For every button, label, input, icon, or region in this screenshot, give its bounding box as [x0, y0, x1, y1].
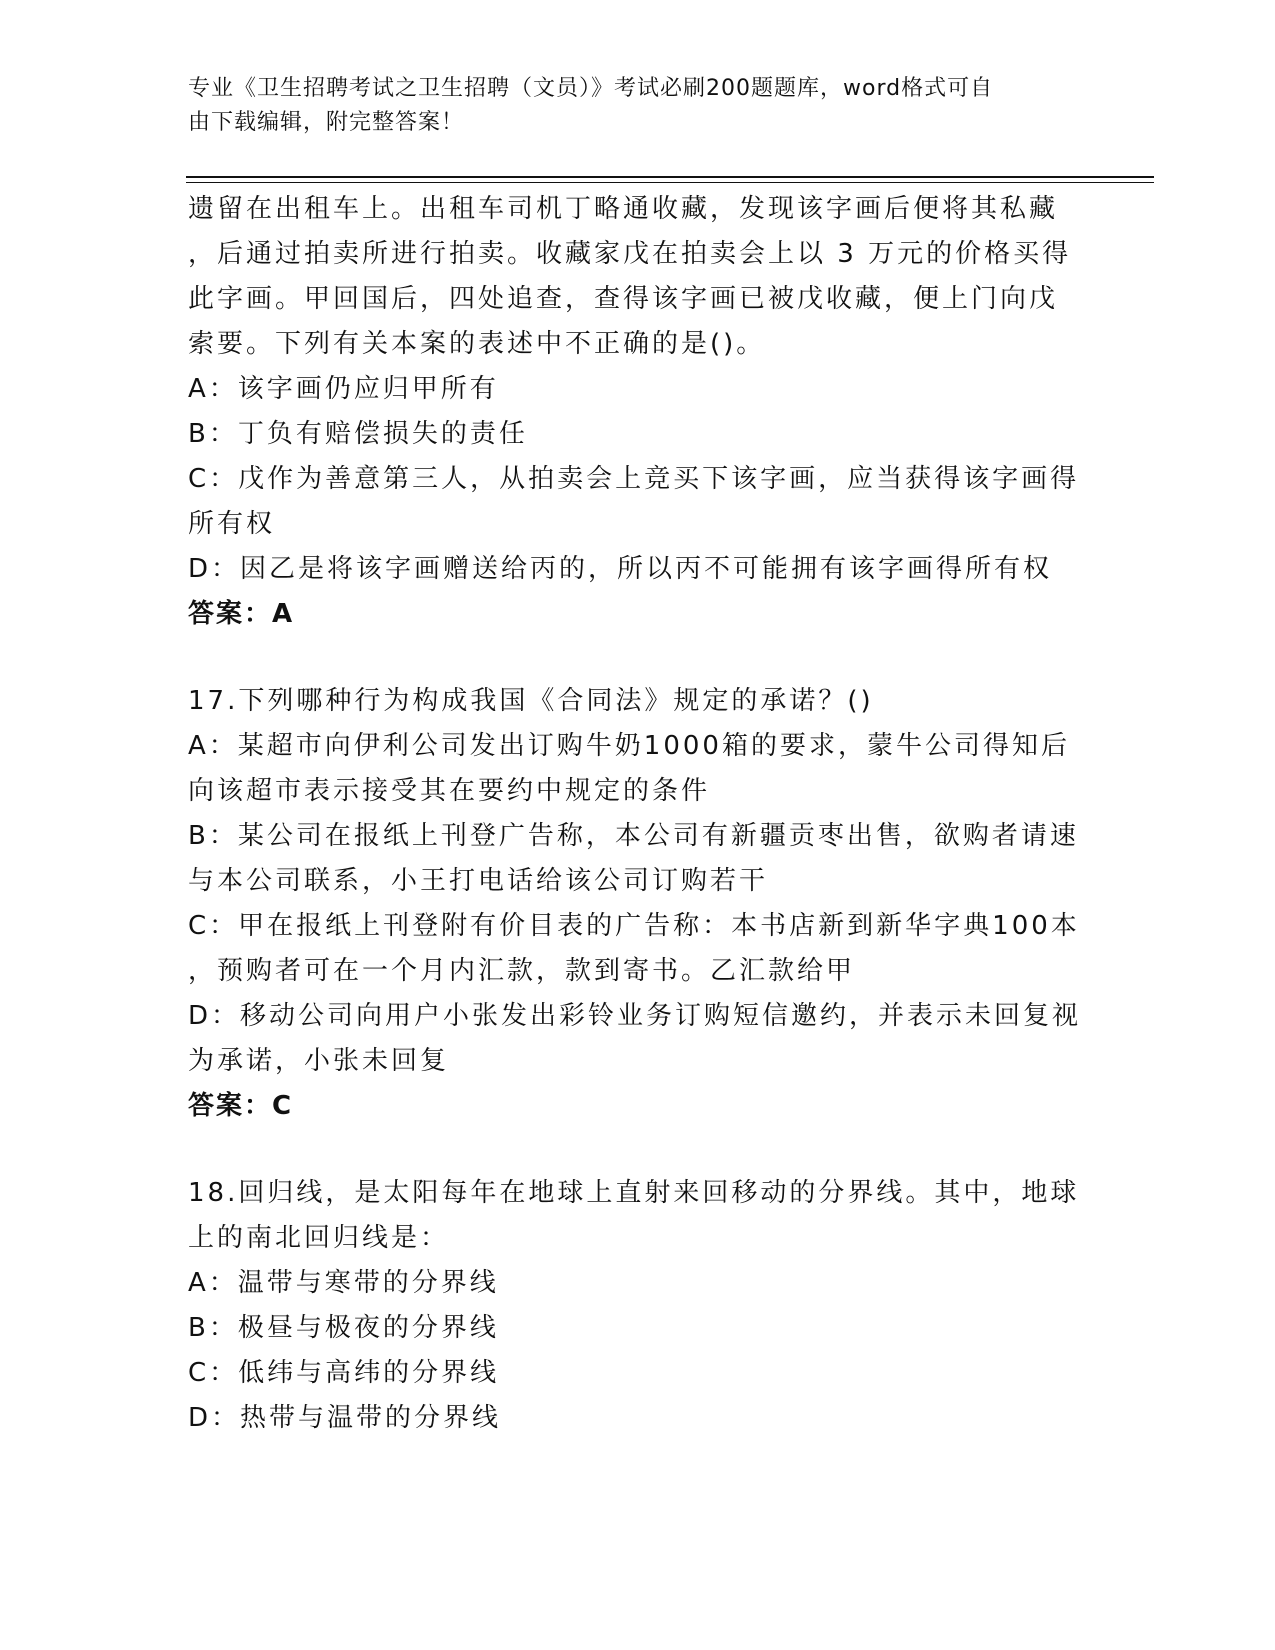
option-c: C：低纬与高纬的分界线 — [188, 1358, 500, 1388]
option-c-cont: 所有权 — [188, 509, 276, 539]
answer: 答案：C — [188, 1091, 294, 1121]
question-text: 遗留在出租车上。出租车司机丁略通收藏，发现该字画后便将其私藏 — [188, 194, 1059, 224]
question-text: 17.下列哪种行为构成我国《合同法》规定的承诺？() — [188, 686, 874, 716]
header-divider-thin — [186, 182, 1154, 183]
question-text: 18.回归线，是太阳每年在地球上直射来回移动的分界线。其中，地球 — [188, 1178, 1080, 1208]
question-text-cont: 上的南北回归线是： — [188, 1223, 450, 1253]
option-a: A：某超市向伊利公司发出订购牛奶1000箱的要求，蒙牛公司得知后 — [188, 731, 1070, 761]
option-d: D：热带与温带的分界线 — [188, 1403, 502, 1433]
header-line: 由下载编辑，附完整答案！ — [188, 110, 465, 135]
question-17 — [188, 679, 1088, 1129]
answer: 答案：A — [188, 599, 295, 629]
option-a-cont: 向该超市表示接受其在要约中规定的条件 — [188, 776, 711, 806]
header-line: 专业《卫生招聘考试之卫生招聘（文员）》考试必刷200题题库，word格式可自 — [188, 76, 994, 101]
option-c: C：甲在报纸上刊登附有价目表的广告称：本书店新到新华字典100本 — [188, 911, 1080, 941]
header-divider — [186, 176, 1154, 178]
option-a: A：温带与寒带的分界线 — [188, 1268, 499, 1298]
option-b: B：极昼与极夜的分界线 — [188, 1313, 499, 1343]
option-a: A：该字画仍应归甲所有 — [188, 374, 499, 404]
question-text: 此字画。甲回国后，四处追查，查得该字画已被戊收藏，便上门向戊 — [188, 284, 1059, 314]
option-b: B：丁负有赔偿损失的责任 — [188, 419, 528, 449]
document-header — [188, 72, 1068, 140]
question-18 — [188, 1171, 1088, 1441]
question-16-continued — [188, 187, 1088, 637]
question-text: 索要。下列有关本案的表述中不正确的是()。 — [188, 329, 766, 359]
option-d: D：移动公司向用户小张发出彩铃业务订购短信邀约，并表示未回复视 — [188, 1001, 1082, 1031]
option-c-cont: ，预购者可在一个月内汇款，款到寄书。乙汇款给甲 — [188, 956, 856, 986]
document-body — [188, 187, 1088, 1441]
question-text: ，后通过拍卖所进行拍卖。收藏家戊在拍卖会上以 3 万元的价格买得 — [188, 239, 1072, 269]
option-c: C：戊作为善意第三人，从拍卖会上竞买下该字画，应当获得该字画得 — [188, 464, 1080, 494]
option-d: D：因乙是将该字画赠送给丙的，所以丙不可能拥有该字画得所有权 — [188, 554, 1053, 584]
option-b: B：某公司在报纸上刊登广告称，本公司有新疆贡枣出售，欲购者请速 — [188, 821, 1079, 851]
option-b-cont: 与本公司联系，小王打电话给该公司订购若干 — [188, 866, 769, 896]
option-d-cont: 为承诺，小张未回复 — [188, 1046, 450, 1076]
